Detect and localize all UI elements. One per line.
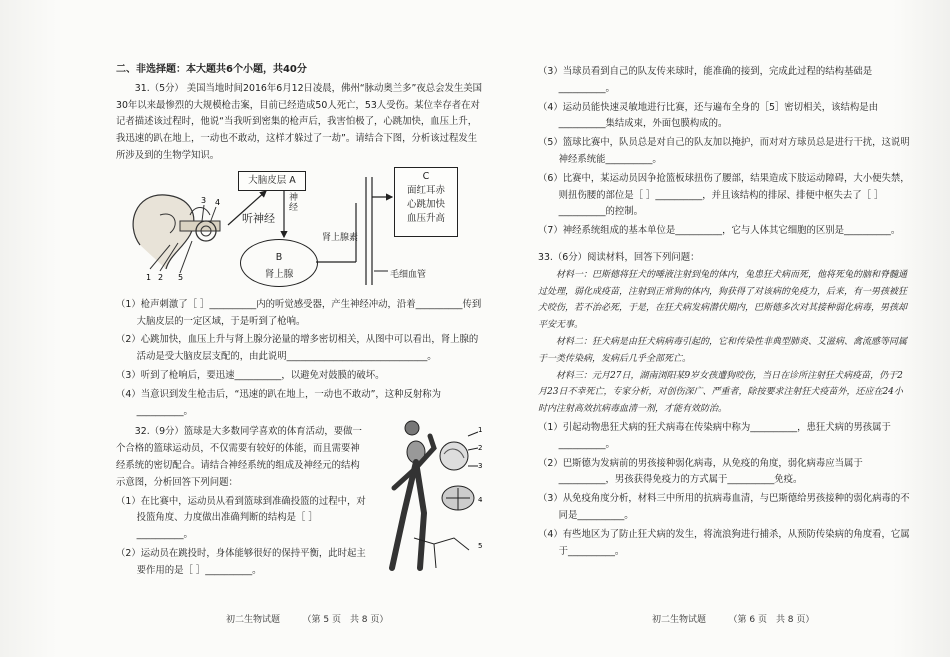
q31-part1: （1）枪声刺激了［ ］__________内的听觉感受器，产生神经冲动，沿着__________传到大脑皮层的一定区域，于是听到了枪响。 — [116, 298, 482, 327]
fig-num-5: 5 — [478, 542, 483, 551]
box-cerebral-cortex: 大脑皮层 A — [238, 171, 306, 191]
fig-num-1: 1 — [478, 426, 483, 435]
q32-block — [116, 424, 486, 579]
q32-part3: （3）当球员看到自己的队友传来球时，能准确的接到，完成此过程的结构基础是__________。 — [538, 66, 873, 94]
ear-num-2: 2 — [158, 272, 164, 281]
q32-part6: （6）比赛中，某运动员因争抢篮板球扭伤了腰部，结果造成下肢运动障碍，大小便失禁，则扭伤腰的部位是［ ］__________，并且该结构的排尿、排便中枢失去了［ ］__________的控制。 — [538, 172, 910, 218]
ear-num-3: 3 — [201, 195, 207, 205]
fig-num-2: 2 — [478, 444, 483, 453]
q31-part4: （4）当意识到发生枪击后，“迅速的趴在地上，一动也不敢动”，这种反射称为__________。 — [116, 388, 442, 417]
box-b-name: 肾上腺 — [264, 268, 294, 280]
fig-num-3: 3 — [478, 462, 483, 471]
q32-part1: （1）在比赛中，运动员从看到篮球到准确投篮的过程中，对投篮角度、力度做出准确判断的结构是［ ］__________。 — [116, 495, 366, 541]
q32-part2: （2）运动员在跳投时，身体能够很好的保持平衡，此时起主要作用的是［ ］__________。 — [116, 547, 366, 576]
ear-num-5: 5 — [178, 272, 184, 281]
nervous-system-figure — [374, 418, 486, 578]
footer-right: 初二生物试题 （第 6 页 共 8 页） — [652, 615, 815, 625]
material-2: 材料二：狂犬病是由狂犬病病毒引起的，它和传染性非典型肺炎、艾滋病、禽流感等同属于一类传染病，发病后几乎全部死亡。 — [538, 336, 908, 364]
fig-num-4: 4 — [478, 496, 483, 505]
ear-num-4: 4 — [215, 197, 221, 207]
q32-part5: （5）篮球比赛中，队员总是对自己的队友加以掩护，而对对方球员总是进行干扰，这说明神经系统能__________。 — [538, 137, 910, 165]
box-c-line-1: 面红耳赤 — [406, 184, 445, 196]
q31-intro: 31.（5分） 美国当地时间2016年6月12日凌晨，佛州“脉动奥兰多”夜总会发生美国30年以来最惨烈的大规模枪击案，目前已经造成50人死亡，53人受伤。某位幸存者在对记者描述该过程时，他说“当我听到密集的枪声后，我害怕极了，心跳加快，血压上升，我迅速的趴在地上，一动也不敢动，这样才躲过了一劫”。请结合下图，分析该过程发生所涉及到的生物学知识。 — [116, 82, 482, 161]
material-1: 材料一：巴斯德将狂犬的唾液注射到兔的体内，兔患狂犬病而死，他将死兔的脑和脊髓通过处理，弱化成疫苗，注射到正常狗的体内，狗获得了对该病的免疫力，后来，有一男孩被狂犬咬伤，若不治必死，于是，在狂犬病发病潜伏期内，巴斯德多次对其接种弱化病毒，男孩却平安无事。 — [538, 269, 908, 331]
q33-part1: （1）引起动物患狂犬病的狂犬病毒在传染病中称为__________，患狂犬病的男孩属于__________。 — [538, 421, 891, 450]
box-c-line-3: 血压升高 — [406, 212, 445, 224]
q33-part2: （2）巴斯德为发病前的男孩接种弱化病毒，从免疫的角度，弱化病毒应当属于__________，男孩获得免疫力的方式属于__________免疫。 — [538, 457, 863, 486]
reflex-diagram — [116, 167, 486, 293]
footer-left: 初二生物试题 （第 5 页 共 8 页） — [226, 615, 389, 625]
box-b-letter: B — [275, 251, 283, 263]
q32-part7: （7）神经系统组成的基本单位是__________，它与人体其它细胞的区别是__________。 — [538, 225, 901, 237]
q32-intro: 32.（9分）篮球是大多数同学喜欢的体育活动，要做一个合格的篮球运动员，不仅需要有较好的体能，而且需要神经系统的密切配合。请结合神经系统的组成及神经元的结构示意图，分析回答下列问题： — [116, 426, 362, 488]
q33-part4: （4）有些地区为了防止狂犬病的发生，将流浪狗进行捕杀，从预防传染病的角度看，它属于__________。 — [538, 528, 910, 557]
section-header: 二、非选择题：本大题共6个小题，共40分 — [116, 64, 307, 75]
label-nerve: 神经 — [289, 192, 299, 213]
left-column — [116, 62, 486, 580]
box-c-line-2: 心跳加快 — [406, 198, 445, 210]
right-column — [538, 62, 910, 560]
q31-part2: （2）心跳加快，血压上升与肾上腺分泌量的增多密切相关，从图中可以看出，肾上腺的活动是受大脑皮层支配的，由此说明______________________________。 — [116, 334, 479, 363]
q33-part3: （3）从免疫角度分析，材料三中所用的抗病毒血清，与巴斯德给男孩接种的弱化病毒的不同是__________。 — [538, 493, 910, 521]
material-3: 材料三：元月27日，湖南浏阳某9岁女孩遭狗咬伤，当日在诊所注射狂犬病疫苗，仍于2月23日不幸死亡，专家分析，对创伤深广、严重者，除按要求注射狂犬疫苗外，还应在24小时内注射高效抗病毒血清一剂，才能有效防治。 — [538, 370, 903, 415]
label-capillary: 毛细血管 — [390, 269, 427, 280]
q32-part4: （4）运动员能快速灵敏地进行比赛，还与遍布全身的［5］密切相关，该结构是由__________集结成束，外面包膜构成的。 — [538, 101, 879, 130]
diagram-arrows — [116, 167, 486, 293]
label-adrenaline: 肾上腺素 — [322, 232, 359, 243]
box-c-letter: C — [422, 170, 430, 182]
ear-num-1: 1 — [146, 272, 152, 281]
label-auditory-nerve: 听神经 — [242, 211, 275, 225]
q33-intro: 33.（6分）阅读材料，回答下列问题： — [538, 251, 700, 263]
q31-part3: （3）听到了枪响后，要迅速__________，以避免对鼓膜的破坏。 — [116, 369, 385, 381]
